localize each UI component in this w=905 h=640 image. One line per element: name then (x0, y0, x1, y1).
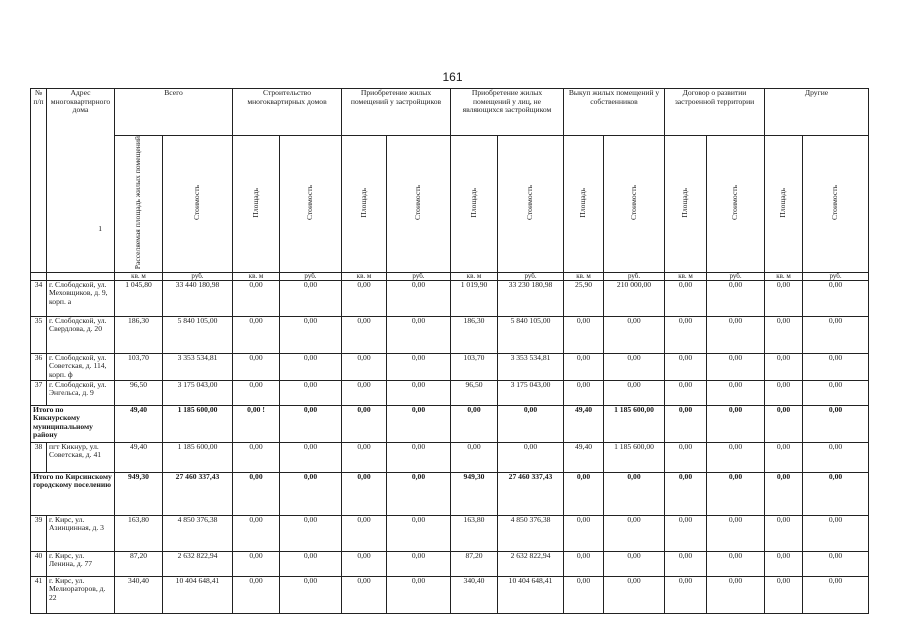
value-cell: 0,00 (803, 316, 869, 353)
value-cell: 1 185 600,00 (163, 442, 233, 472)
value-cell: 0,00 (387, 551, 451, 576)
value-cell: 0,00 (803, 405, 869, 442)
value-cell: 27 460 337,43 (498, 472, 564, 515)
value-cell: 0,00 (387, 472, 451, 515)
total-label: Итого по Кикнурскому муниципальному району (31, 405, 115, 442)
value-cell: 5 840 105,00 (498, 316, 564, 353)
unit-cell: руб. (604, 272, 665, 280)
header-address (47, 89, 115, 273)
value-cell: 0,00 (803, 280, 869, 316)
value-cell: 949,30 (115, 472, 163, 515)
value-cell: 0,00 (342, 576, 387, 613)
value-cell: 0,00 (604, 316, 665, 353)
address-cell: г. Слободской, ул. Свердлова, д. 20 (47, 316, 115, 353)
unit-cell: кв. м (765, 272, 803, 280)
total-row (31, 472, 869, 515)
value-cell: 0,00 (233, 280, 280, 316)
header-area-label: Площадь (250, 187, 260, 218)
value-cell: 0,00 ! (233, 405, 280, 442)
value-cell: 27 460 337,43 (163, 472, 233, 515)
value-cell: 0,00 (451, 405, 498, 442)
table-row (31, 576, 869, 613)
value-cell: 0,00 (803, 551, 869, 576)
value-cell: 0,00 (665, 442, 707, 472)
address-cell: пгт Кикнур, ул. Советская, д. 41 (47, 442, 115, 472)
header-cost-label: Стоимость (830, 185, 840, 221)
value-cell: 0,00 (342, 380, 387, 405)
row-number: 37 (31, 380, 47, 405)
unit-cell: руб. (163, 272, 233, 280)
row-number: 36 (31, 353, 47, 380)
header-area-label: Площадь (680, 187, 690, 218)
value-cell: 0,00 (707, 472, 765, 515)
value-cell: 1 185 600,00 (604, 405, 665, 442)
value-cell: 0,00 (498, 405, 564, 442)
value-cell: 1 185 600,00 (604, 442, 665, 472)
value-cell: 0,00 (604, 551, 665, 576)
header-group-buyout: Выкуп жилых помещений у собственников (564, 89, 665, 136)
units-spacer (47, 272, 115, 280)
value-cell: 0,00 (280, 353, 342, 380)
header-group-construction: Строительство многоквартирных домов (233, 89, 342, 136)
value-cell: 3 175 043,00 (498, 380, 564, 405)
value-cell: 0,00 (233, 353, 280, 380)
value-cell: 0,00 (342, 316, 387, 353)
value-cell: 0,00 (564, 472, 604, 515)
value-cell: 0,00 (342, 551, 387, 576)
value-cell: 0,00 (665, 472, 707, 515)
table-row (31, 515, 869, 551)
page-number: 161 (442, 70, 463, 84)
header-cost-label: Стоимость (413, 185, 423, 221)
value-cell: 0,00 (342, 442, 387, 472)
value-cell: 0,00 (233, 576, 280, 613)
value-cell: 103,70 (115, 353, 163, 380)
value-cell: 0,00 (280, 442, 342, 472)
address-cell: г. Слободской, ул. Энгельса, д. 9 (47, 380, 115, 405)
header-area (451, 136, 498, 273)
value-cell: 0,00 (342, 472, 387, 515)
row-number: 39 (31, 515, 47, 551)
value-cell: 0,00 (665, 380, 707, 405)
value-cell: 0,00 (280, 576, 342, 613)
total-label: Итого по Кирсинскому городскому поселению (31, 472, 115, 515)
value-cell: 163,80 (115, 515, 163, 551)
value-cell: 163,80 (451, 515, 498, 551)
value-cell: 0,00 (342, 280, 387, 316)
header-cost-label: Стоимость (730, 185, 740, 221)
table-row (31, 442, 869, 472)
header-area (233, 136, 280, 273)
value-cell: 0,00 (280, 380, 342, 405)
value-cell: 0,00 (564, 380, 604, 405)
value-cell: 0,00 (707, 576, 765, 613)
value-cell: 0,00 (803, 515, 869, 551)
value-cell: 0,00 (280, 551, 342, 576)
value-cell: 0,00 (803, 472, 869, 515)
total-row (31, 405, 869, 442)
unit-cell: руб. (707, 272, 765, 280)
table-row (31, 316, 869, 353)
value-cell: 0,00 (387, 280, 451, 316)
unit-cell: кв. м (451, 272, 498, 280)
value-cell: 0,00 (564, 576, 604, 613)
value-cell: 0,00 (564, 551, 604, 576)
header-area-label: Площадь (358, 187, 368, 218)
value-cell: 0,00 (233, 316, 280, 353)
table-row (31, 551, 869, 576)
value-cell: 49,40 (115, 405, 163, 442)
header-address-label: Адрес многоквартирного дома (50, 88, 111, 115)
value-cell: 186,30 (451, 316, 498, 353)
value-cell: 0,00 (233, 380, 280, 405)
header-group-development-agreement: Договор о развитии застроенной территории (665, 89, 765, 136)
value-cell: 87,20 (115, 551, 163, 576)
header-group-other: Другие (765, 89, 869, 136)
value-cell: 0,00 (665, 515, 707, 551)
value-cell: 96,50 (451, 380, 498, 405)
value-cell: 103,70 (451, 353, 498, 380)
unit-cell: руб. (387, 272, 451, 280)
header-n: № п/п (31, 89, 47, 273)
unit-cell: кв. м (665, 272, 707, 280)
value-cell: 340,40 (451, 576, 498, 613)
row-number: 38 (31, 442, 47, 472)
value-cell: 0,00 (280, 515, 342, 551)
value-cell: 0,00 (280, 405, 342, 442)
value-cell: 33 440 180,98 (163, 280, 233, 316)
value-cell: 3 353 534,81 (163, 353, 233, 380)
value-cell: 0,00 (233, 472, 280, 515)
value-cell: 0,00 (451, 442, 498, 472)
address-cell: г. Слободской, ул. Советская, д. 114, корп. ф (47, 353, 115, 380)
row-number: 40 (31, 551, 47, 576)
value-cell: 0,00 (765, 316, 803, 353)
value-cell: 49,40 (564, 405, 604, 442)
unit-cell: руб. (280, 272, 342, 280)
value-cell: 0,00 (342, 405, 387, 442)
value-cell: 0,00 (765, 515, 803, 551)
unit-cell: кв. м (564, 272, 604, 280)
value-cell: 0,00 (803, 353, 869, 380)
header-cost (803, 136, 869, 273)
value-cell: 0,00 (665, 316, 707, 353)
value-cell: 33 230 180,98 (498, 280, 564, 316)
value-cell: 0,00 (803, 442, 869, 472)
value-cell: 10 404 648,41 (498, 576, 564, 613)
value-cell: 0,00 (707, 380, 765, 405)
header-cost (163, 136, 233, 273)
value-cell: 0,00 (707, 280, 765, 316)
table-body (31, 280, 869, 613)
value-cell: 0,00 (564, 515, 604, 551)
value-cell: 340,40 (115, 576, 163, 613)
value-cell: 0,00 (665, 576, 707, 613)
value-cell: 0,00 (564, 316, 604, 353)
value-cell: 0,00 (387, 576, 451, 613)
address-cell: г. Кирс, ул. Мелиораторов, д. 22 (47, 576, 115, 613)
value-cell: 0,00 (707, 515, 765, 551)
value-cell: 0,00 (707, 316, 765, 353)
value-cell: 0,00 (604, 576, 665, 613)
value-cell: 0,00 (233, 551, 280, 576)
value-cell: 0,00 (765, 472, 803, 515)
header-cost (498, 136, 564, 273)
value-cell: 0,00 (280, 472, 342, 515)
value-cell: 0,00 (233, 515, 280, 551)
value-cell: 10 404 648,41 (163, 576, 233, 613)
value-cell: 0,00 (665, 280, 707, 316)
row-number: 41 (31, 576, 47, 613)
header-cost (280, 136, 342, 273)
value-cell: 0,00 (803, 380, 869, 405)
value-cell: 0,00 (387, 353, 451, 380)
value-cell: 949,30 (451, 472, 498, 515)
value-cell: 0,00 (387, 405, 451, 442)
table-row (31, 280, 869, 316)
value-cell: 4 850 376,38 (498, 515, 564, 551)
value-cell: 0,00 (765, 380, 803, 405)
value-cell: 2 632 822,94 (163, 551, 233, 576)
value-cell: 0,00 (803, 576, 869, 613)
header-total-area-label: Расселяемая площадь жилых помещений (133, 136, 143, 270)
value-cell: 1 185 600,00 (163, 405, 233, 442)
unit-cell: кв. м (115, 272, 163, 280)
header-area-label: Площадь (778, 187, 788, 218)
header-cost-label: Стоимость (192, 185, 202, 221)
value-cell: 0,00 (665, 405, 707, 442)
value-cell: 0,00 (707, 551, 765, 576)
value-cell: 186,30 (115, 316, 163, 353)
value-cell: 0,00 (564, 353, 604, 380)
value-cell: 3 353 534,81 (498, 353, 564, 380)
header-cost-label: Стоимость (525, 185, 535, 221)
header-cost-label: Стоимость (305, 185, 315, 221)
value-cell: 0,00 (280, 316, 342, 353)
value-cell: 4 850 376,38 (163, 515, 233, 551)
value-cell: 0,00 (765, 442, 803, 472)
value-cell: 0,00 (387, 380, 451, 405)
value-cell: 0,00 (707, 405, 765, 442)
resettlement-table (30, 88, 869, 614)
value-cell: 0,00 (498, 442, 564, 472)
header-area (564, 136, 604, 273)
unit-cell: руб. (498, 272, 564, 280)
value-cell: 0,00 (342, 515, 387, 551)
value-cell: 3 175 043,00 (163, 380, 233, 405)
header-row-subcolumns (31, 136, 869, 273)
value-cell: 87,20 (451, 551, 498, 576)
value-cell: 0,00 (342, 353, 387, 380)
value-cell: 5 840 105,00 (163, 316, 233, 353)
value-cell: 1 045,80 (115, 280, 163, 316)
unit-cell: кв. м (342, 272, 387, 280)
table-row (31, 353, 869, 380)
header-cost (387, 136, 451, 273)
unit-cell: руб. (803, 272, 869, 280)
header-group-purchase-developers: Приобретение жилых помещений у застройщиков (342, 89, 451, 136)
header-row-groups (31, 89, 869, 136)
value-cell: 0,00 (387, 442, 451, 472)
value-cell: 0,00 (604, 380, 665, 405)
header-group-total: Всего (115, 89, 233, 136)
value-cell: 0,00 (765, 353, 803, 380)
row-number: 34 (31, 280, 47, 316)
value-cell: 49,40 (115, 442, 163, 472)
value-cell: 0,00 (707, 353, 765, 380)
unit-cell: кв. м (233, 272, 280, 280)
value-cell: 0,00 (665, 551, 707, 576)
value-cell: 0,00 (387, 316, 451, 353)
value-cell: 0,00 (765, 405, 803, 442)
value-cell: 96,50 (115, 380, 163, 405)
value-cell: 0,00 (765, 551, 803, 576)
value-cell: 0,00 (665, 353, 707, 380)
value-cell: 0,00 (707, 442, 765, 472)
row-number: 35 (31, 316, 47, 353)
header-area (765, 136, 803, 273)
value-cell: 2 632 822,94 (498, 551, 564, 576)
value-cell: 0,00 (604, 515, 665, 551)
value-cell: 0,00 (604, 353, 665, 380)
units-spacer (31, 272, 47, 280)
header-area-label: Площадь (468, 187, 478, 218)
value-cell: 0,00 (765, 280, 803, 316)
header-cost-label: Стоимость (628, 185, 638, 221)
header-area-label: Площадь (578, 187, 588, 218)
value-cell: 1 019,90 (451, 280, 498, 316)
header-area (665, 136, 707, 273)
address-cell: г. Слободской, ул. Меховщиков, д. 9, корп. а (47, 280, 115, 316)
value-cell: 210 000,00 (604, 280, 665, 316)
header-area (342, 136, 387, 273)
units-row (31, 272, 869, 280)
header-col-index: 1 (98, 223, 102, 233)
value-cell: 49,40 (564, 442, 604, 472)
address-cell: г. Кирс, ул. Ленина, д. 77 (47, 551, 115, 576)
header-cost (707, 136, 765, 273)
header-group-purchase-non-developers: Приобретение жилых помещений у лиц, не являющихся застройщиком (451, 89, 564, 136)
header-total-area (115, 136, 163, 273)
address-cell: г. Кирс, ул. Азинцинная, д. 3 (47, 515, 115, 551)
value-cell: 0,00 (387, 515, 451, 551)
value-cell: 0,00 (280, 280, 342, 316)
table-row (31, 380, 869, 405)
header-cost (604, 136, 665, 273)
value-cell: 0,00 (233, 442, 280, 472)
value-cell: 0,00 (765, 576, 803, 613)
value-cell: 25,90 (564, 280, 604, 316)
value-cell: 0,00 (604, 472, 665, 515)
